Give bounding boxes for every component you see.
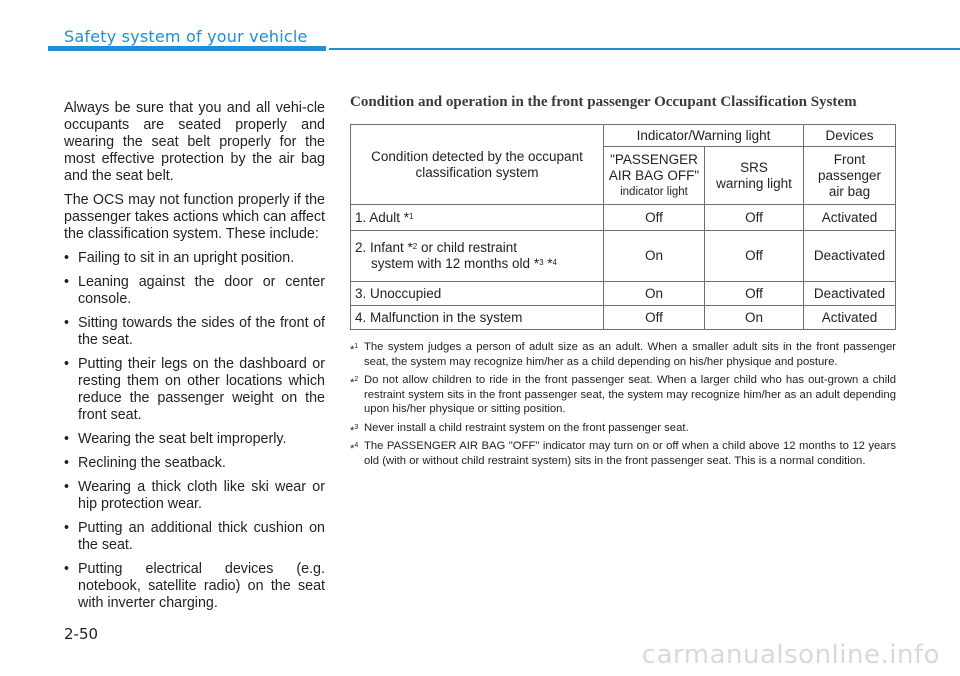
condition-header-text: Condition detected by the occupant classification system <box>371 148 583 180</box>
header-line: "PASSENGER <box>610 151 698 167</box>
indicator-cell: Off <box>604 205 705 231</box>
list-item: • Putting electrical devices (e.g. notebook, satellite radio) on the seat with inverter charging. <box>64 561 325 612</box>
footnotes <box>350 340 896 472</box>
condition-cell <box>351 205 604 231</box>
condition-text: 2. Infant * <box>355 240 413 255</box>
condition-text: * <box>543 256 553 271</box>
footnote-number: 1 <box>354 343 359 350</box>
watermark: carmanualsonline.info <box>641 640 940 670</box>
footnote-ref: 3 <box>539 258 544 267</box>
condition-cell: 3. Unoccupied <box>351 282 604 306</box>
ocs-paragraph: The OCS may not function properly if the passenger takes actions which can affect the classification system. These include: <box>64 192 325 242</box>
header-line: warning light <box>716 175 792 191</box>
header-line: indicator light <box>620 185 688 198</box>
condition-line <box>355 256 599 272</box>
table-row <box>351 306 896 330</box>
footnote-ref: 4 <box>552 258 557 267</box>
list-item: • Wearing the seat belt improperly. <box>64 431 325 448</box>
airbag-cell: Deactivated <box>804 231 896 282</box>
header-rule-thin <box>329 48 960 50</box>
srs-warning-header <box>705 147 804 205</box>
footnote-item <box>350 439 896 468</box>
condition-cell <box>351 231 604 282</box>
list-item: • Sitting towards the sides of the front of the seat. <box>64 315 325 349</box>
intro-paragraph: Always be sure that you and all vehi-cle occupants are seated properly and wearing the seat belt properly for the most effective protection by the air bag and the seat belt. <box>64 100 325 184</box>
condition-text: 1. Adult * <box>355 209 410 225</box>
footnote-ref: 1 <box>409 211 414 221</box>
srs-cell: Off <box>705 282 804 306</box>
section-heading: Condition and operation in the front passenger Occupant Classification System <box>350 94 857 110</box>
header-line: air bag <box>828 183 871 199</box>
indicator-cell: On <box>604 231 705 282</box>
list-item: • Leaning against the door or center console. <box>64 274 325 308</box>
header-line: Front passenger <box>817 151 882 183</box>
header-line: SRS <box>740 159 768 175</box>
airbag-cell: Activated <box>804 306 896 330</box>
list-item: • Failing to sit in an upright position. <box>64 250 325 267</box>
srs-cell: Off <box>705 231 804 282</box>
footnote-number: 2 <box>354 376 359 383</box>
footnote-text: The PASSENGER AIR BAG "OFF" indicator may turn on or off when a child above 12 months to 12 years old (with or without child restraint system) sits in the front passenger seat. This is a normal condition. <box>364 440 896 467</box>
left-column <box>64 100 325 619</box>
table-row <box>351 282 896 306</box>
footnote-asterisk: * <box>350 442 355 455</box>
conditions-list <box>64 250 325 612</box>
list-item: • Putting an additional thick cushion on the seat. <box>64 520 325 554</box>
footnote-number: 4 <box>354 442 359 449</box>
condition-line <box>355 240 599 256</box>
condition-text: or child restraint <box>417 240 518 255</box>
footnote-item <box>350 421 896 436</box>
footnote-mark <box>350 340 358 357</box>
footnote-text: The system judges a person of adult size as an adult. When a smaller adult sits in the front passenger seat, the system may recognize him/her as a child depending on his/her physique and posture. <box>364 341 896 368</box>
airbag-cell: Activated <box>804 205 896 231</box>
header-line: AIR BAG OFF" <box>608 167 700 183</box>
footnote-asterisk: * <box>350 343 355 356</box>
footnote-text: Do not allow children to ride in the front passenger seat. When a larger child who has out-grown a child restraint system sits in the front passenger seat, the system may recognize him/her as an adult depending upon his/her physique or sitting position. <box>364 374 896 415</box>
passenger-airbag-off-header <box>604 147 705 205</box>
footnote-ref: 2 <box>412 242 418 251</box>
airbag-cell: Deactivated <box>804 282 896 306</box>
condition-text: system with 12 months old * <box>371 256 540 271</box>
front-passenger-airbag-header <box>804 147 896 205</box>
section-header-title: Safety system of your vehicle <box>64 27 308 46</box>
page-number: 2-50 <box>64 625 99 643</box>
footnote-item <box>350 373 896 417</box>
indicator-cell: On <box>604 282 705 306</box>
footnote-asterisk: * <box>350 424 355 437</box>
footnote-number: 3 <box>354 423 359 431</box>
indicator-group-header: Indicator/Warning light <box>604 125 804 147</box>
ocs-table <box>350 124 896 330</box>
footnote-asterisk: * <box>350 376 355 389</box>
footnote-mark <box>350 421 358 438</box>
srs-cell: Off <box>705 205 804 231</box>
list-item: • Wearing a thick cloth like ski wear or hip protection wear. <box>64 479 325 513</box>
condition-header <box>351 125 604 205</box>
indicator-cell: Off <box>604 306 705 330</box>
condition-cell: 4. Malfunction in the system <box>351 306 604 330</box>
list-item: • Putting their legs on the dashboard or resting them on other locations which reduce the passenger weight on the front seat. <box>64 356 325 424</box>
table-row <box>351 205 896 231</box>
footnote-mark <box>350 373 358 390</box>
footnote-text: Never install a child restraint system on the front passenger seat. <box>364 421 689 434</box>
header-rule-thick <box>48 46 326 51</box>
footnote-item <box>350 340 896 369</box>
table-row <box>351 231 896 282</box>
srs-cell: On <box>705 306 804 330</box>
footnote-mark <box>350 439 358 456</box>
devices-group-header: Devices <box>804 125 896 147</box>
list-item: • Reclining the seatback. <box>64 455 325 472</box>
